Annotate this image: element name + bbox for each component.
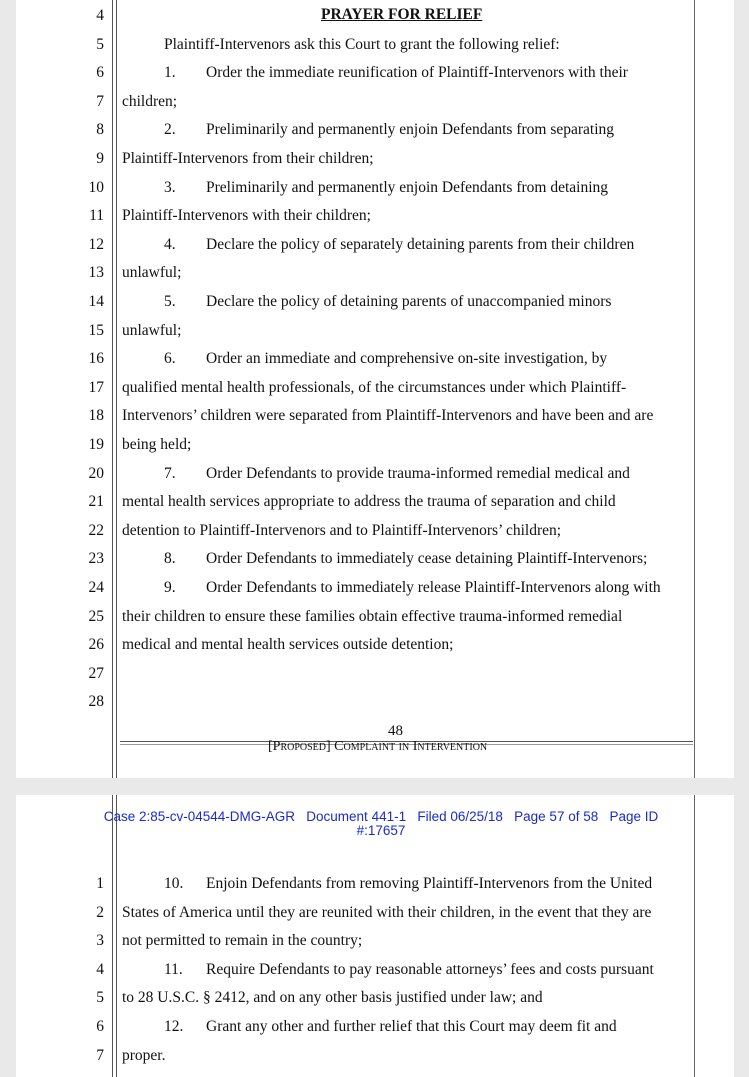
pleading-text-line <box>122 149 374 169</box>
line-number: 15 <box>88 321 104 339</box>
document-page-57 <box>16 795 734 1077</box>
line-number: 17 <box>88 378 104 396</box>
line-number: 25 <box>88 607 104 625</box>
relief-item-number: 9. <box>164 579 176 596</box>
right-margin-rule <box>694 795 695 1077</box>
line-text: Plaintiff-Intervenors from their children; <box>122 150 374 167</box>
pleading-text-line <box>164 549 647 569</box>
line-number: 7 <box>96 1046 104 1064</box>
line-text: to 28 U.S.C. § 2412, and on any other basis justified under law; and <box>122 989 543 1007</box>
pleading-text-line <box>164 120 614 140</box>
line-number: 26 <box>88 636 104 654</box>
line-text: detention to Plaintiff-Intervenors and to Plaintiff-Intervenors’ children; <box>122 521 562 539</box>
line-text: Preliminarily and permanently enjoin Defendants from detaining <box>206 178 609 196</box>
page-footer: [Proposed] Complaint in Intervention <box>268 739 488 754</box>
pleading-text-line <box>122 635 453 655</box>
pleading-text-line <box>164 63 628 83</box>
line-number: 13 <box>88 264 104 282</box>
pleading-text-line <box>122 521 561 541</box>
line-text: Plaintiff-Intervenors with their children; <box>122 207 371 225</box>
line-text: not permitted to remain in the country; <box>122 932 363 950</box>
pleading-text-line <box>122 988 543 1008</box>
relief-item-number: 1. <box>164 64 176 82</box>
line-number: 21 <box>88 493 104 511</box>
relief-item-number: 5. <box>164 293 176 310</box>
line-text: Preliminarily and permanently enjoin Defendants from separating <box>206 121 615 139</box>
line-number: 4 <box>96 7 104 24</box>
line-number: 28 <box>88 693 104 711</box>
line-text: Grant any other and further relief that this Court may deem fit and <box>206 1018 617 1035</box>
pleading-text-line <box>164 178 608 198</box>
pleading-text-line <box>164 960 654 980</box>
line-text: States of America until they are reunited with their children, in the event that they are <box>122 903 652 921</box>
pleading-text-line <box>122 263 181 283</box>
margin-rule <box>112 0 113 778</box>
line-text: mental health services appropriate to address the trauma of separation and child <box>122 493 616 511</box>
line-number: 7 <box>96 92 104 110</box>
line-text: children; <box>122 92 178 110</box>
line-text: being held; <box>122 436 192 453</box>
line-number: 2 <box>96 903 104 921</box>
relief-item-number: 11. <box>164 960 183 978</box>
line-text: medical and mental health services outside detention; <box>122 636 454 654</box>
line-text: Order Defendants to immediately cease detaining Plaintiff-Intervenors; <box>206 550 648 568</box>
line-number: 18 <box>88 407 104 425</box>
relief-item-number: 7. <box>164 464 176 482</box>
line-text: Declare the policy of separately detaining parents from their children <box>206 235 635 253</box>
pleading-text-line <box>164 235 634 255</box>
line-text: Plaintiff-Intervenors ask this Court to grant the following relief: <box>164 35 560 53</box>
pleading-text-line <box>164 292 611 312</box>
margin-rule <box>116 0 117 778</box>
relief-item-number: 3. <box>164 178 176 196</box>
pleading-text-line <box>122 378 626 398</box>
pleading-text-line <box>122 92 177 112</box>
relief-item-number: 8. <box>164 550 176 568</box>
relief-item-number: 4. <box>164 235 176 253</box>
line-number: 23 <box>88 550 104 568</box>
line-number: 16 <box>88 350 104 368</box>
ecf-header-line: #:17657 <box>356 823 406 838</box>
line-number: 5 <box>96 989 104 1007</box>
line-text: Intervenors’ children were separated from Plaintiff-Intervenors and have been and are <box>122 407 654 425</box>
pleading-text-line <box>164 1017 617 1037</box>
pleading-text-line <box>122 206 371 226</box>
document-page-48 <box>16 0 734 778</box>
page-number: 48 <box>388 723 403 739</box>
line-number: 24 <box>88 579 104 596</box>
line-number: 5 <box>96 35 104 53</box>
pleading-text-line <box>164 35 560 55</box>
pleading-text-line <box>122 492 616 512</box>
line-number: 8 <box>96 121 104 139</box>
pleading-text-line <box>122 406 653 426</box>
pleading-text-line <box>122 607 622 627</box>
pleading-text-line <box>164 874 652 894</box>
pleading-text-line <box>122 321 181 341</box>
line-text: Require Defendants to pay reasonable attorneys’ fees and costs pursuant <box>206 960 654 978</box>
line-number: 11 <box>89 207 104 225</box>
pleading-text-line <box>164 349 607 369</box>
line-text: Order the immediate reunification of Plaintiff-Intervenors with their <box>206 64 628 82</box>
relief-item-number: 2. <box>164 121 176 139</box>
relief-item-number: 10. <box>164 875 184 892</box>
line-text: Declare the policy of detaining parents of unaccompanied minors <box>206 293 612 310</box>
line-number: 20 <box>88 464 104 482</box>
right-margin-rule <box>694 0 695 778</box>
line-text: their children to ensure these families obtain effective trauma-informed remedial <box>122 607 623 625</box>
pleading-text-line <box>122 435 191 455</box>
line-text: Order Defendants to provide trauma-informed remedial medical and <box>206 464 630 482</box>
line-text: unlawful; <box>122 321 182 339</box>
line-number: 22 <box>88 521 104 539</box>
line-number: 27 <box>88 664 104 682</box>
pleading-text-line <box>164 578 661 598</box>
line-number: 14 <box>88 293 104 310</box>
line-number: 1 <box>96 875 104 892</box>
line-number: 10 <box>88 178 104 196</box>
line-number: 4 <box>96 960 104 978</box>
pleading-text-line <box>122 903 651 923</box>
line-text: qualified mental health professionals, of the circumstances under which Plaintiff- <box>122 378 627 396</box>
line-text: Order an immediate and comprehensive on-site investigation, by <box>206 350 608 368</box>
relief-item-number: 6. <box>164 350 176 368</box>
pleading-text-line <box>122 1046 165 1066</box>
line-text: Order Defendants to immediately release Plaintiff-Intervenors along with <box>206 579 661 596</box>
line-number: 19 <box>88 436 104 453</box>
section-heading: PRAYER FOR RELIEF <box>321 6 483 23</box>
pleading-text-line <box>164 464 630 484</box>
line-text: proper. <box>122 1046 166 1064</box>
line-number: 6 <box>96 1018 104 1035</box>
pleading-text-line <box>122 931 362 951</box>
ecf-header-line: Case 2:85-cv-04544-DMG-AGR Document 441-1 Filed 06/25/18 Page 57 of 58 Page ID <box>103 809 659 824</box>
line-number: 12 <box>88 235 104 253</box>
line-text: unlawful; <box>122 264 182 282</box>
line-number: 9 <box>96 150 104 167</box>
line-text: Enjoin Defendants from removing Plaintiff-Intervenors from the United <box>206 875 653 892</box>
line-number: 3 <box>96 932 104 950</box>
line-number: 6 <box>96 64 104 82</box>
ecf-header-stamp <box>86 810 676 838</box>
relief-item-number: 12. <box>164 1018 184 1035</box>
